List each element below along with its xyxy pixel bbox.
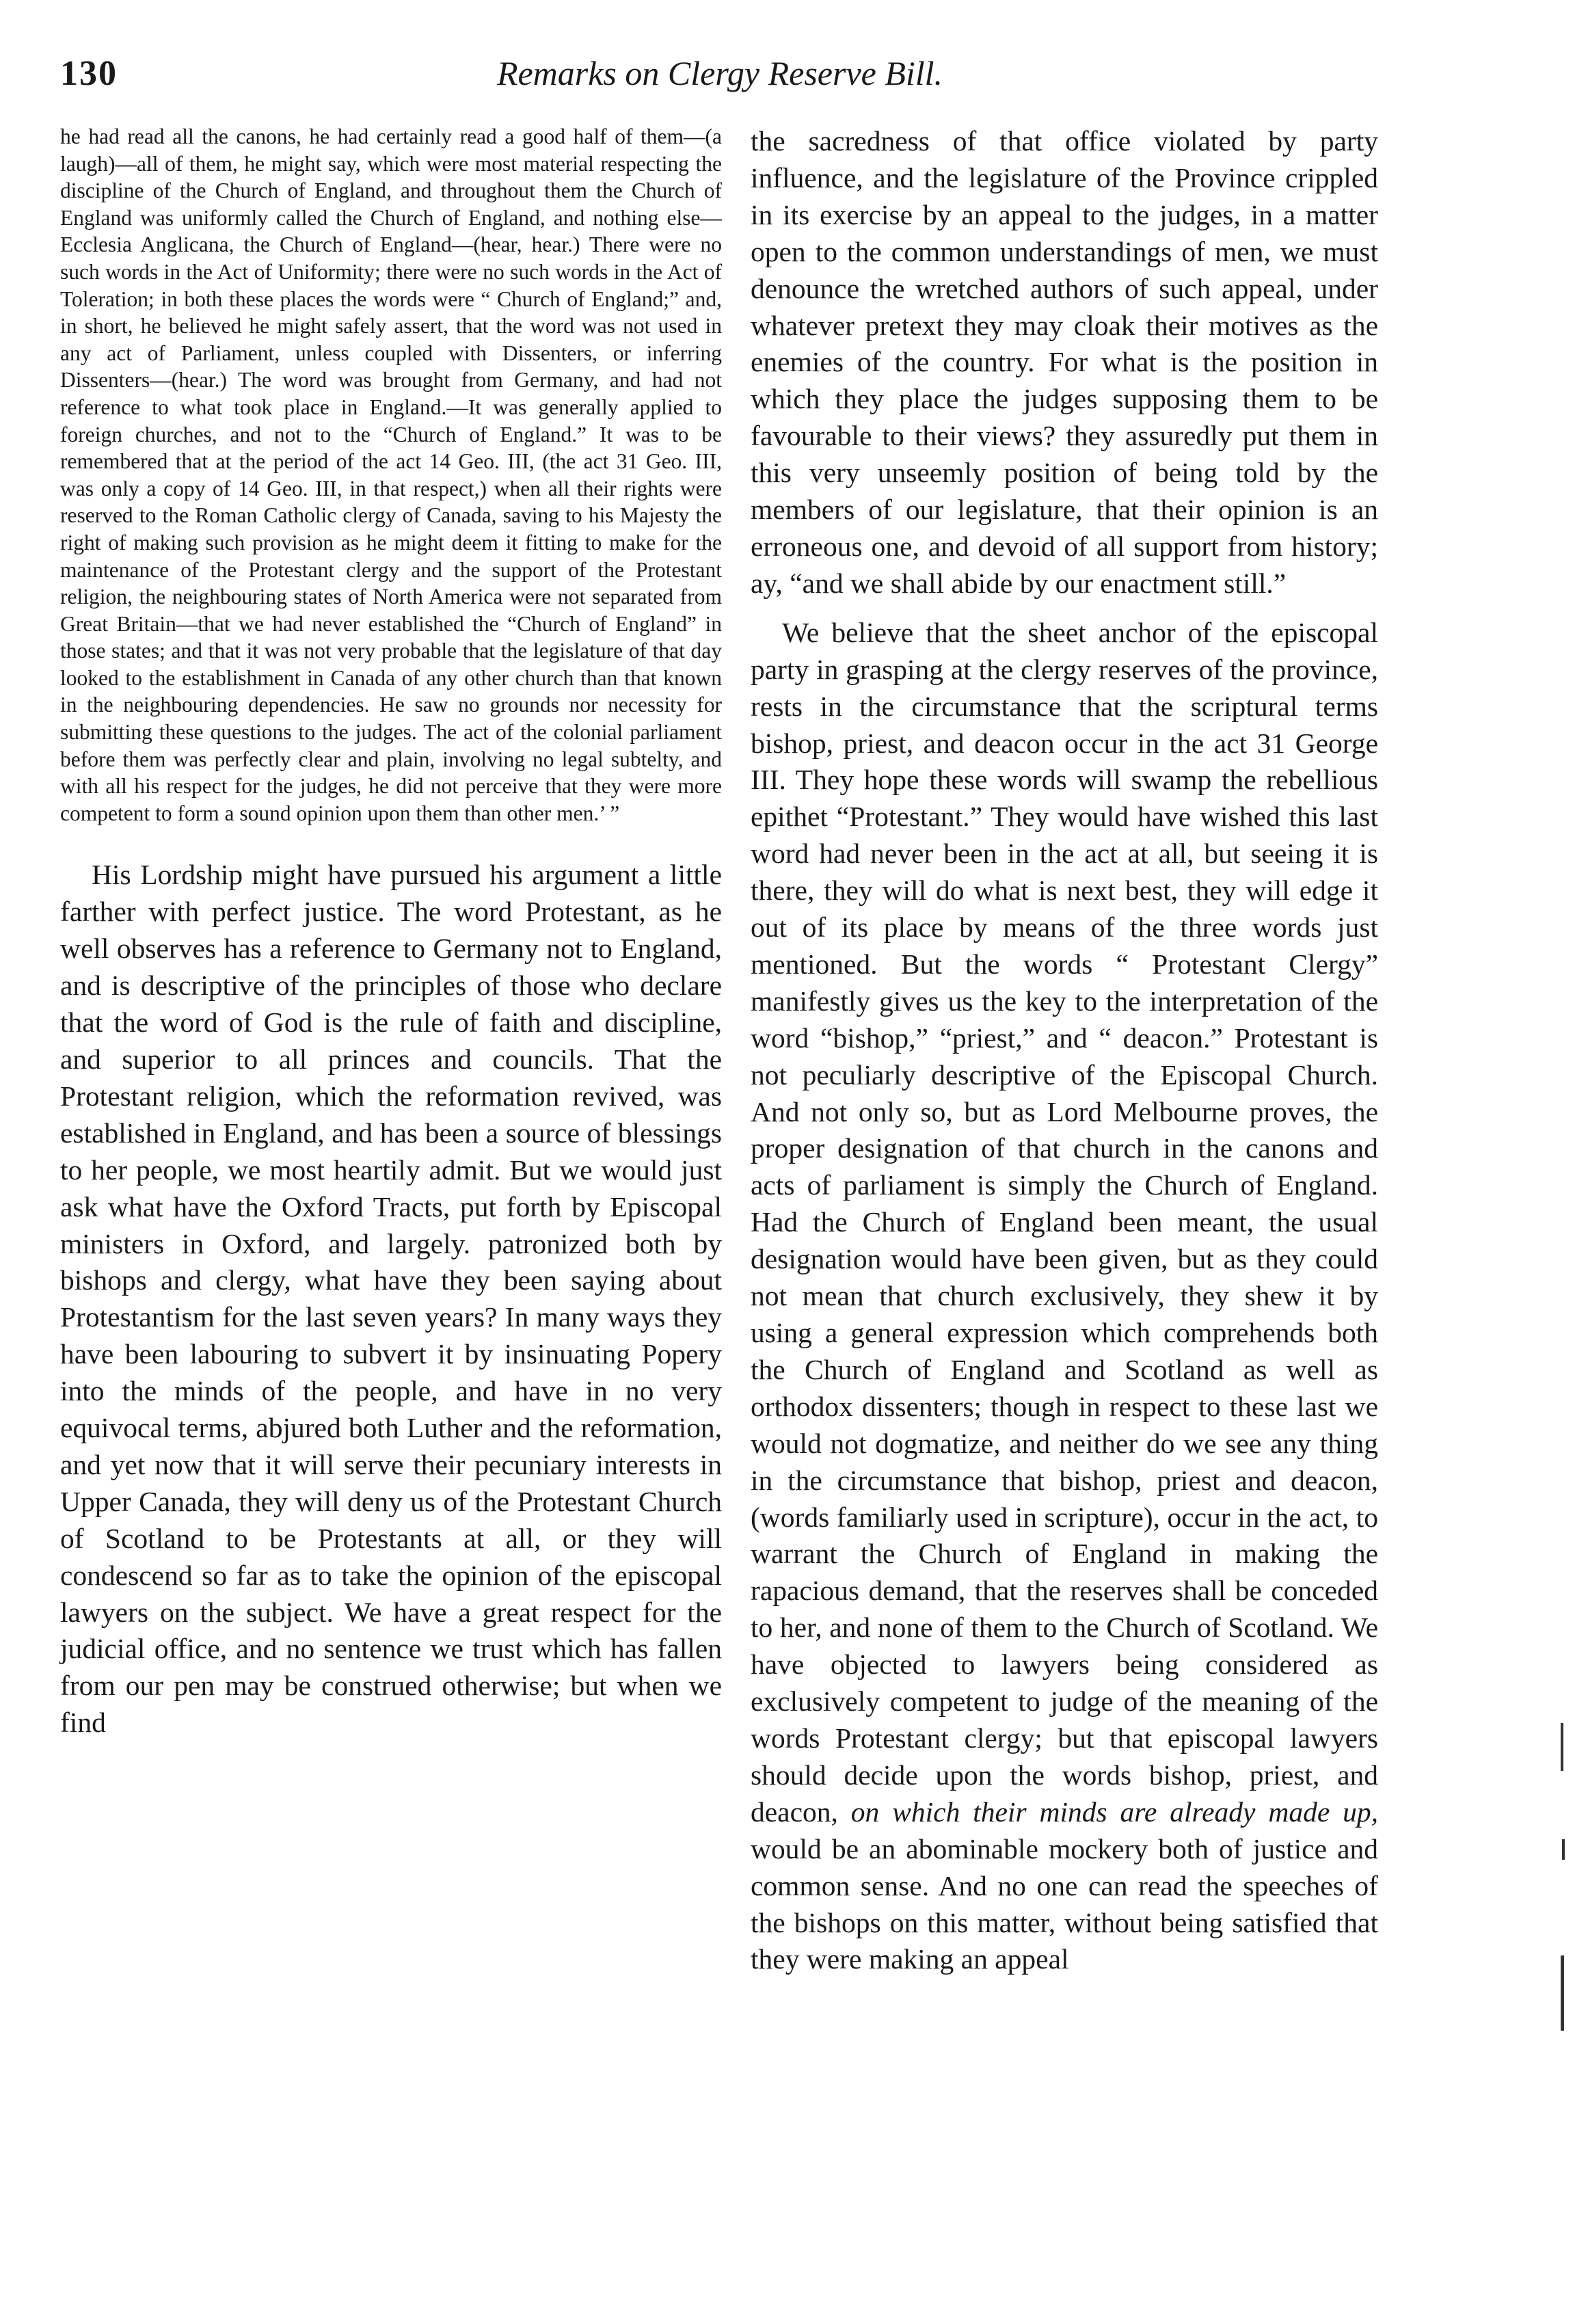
quoted-speech: he had read all the canons, he had certainly read a good half of them—(a laugh)—all of them, he might say, which were most material respecting the discipline of the Church of England, and throughout them the Church of England was uniformly called the Church of England, and nothing else—Ecclesia Anglicana, the Church of England—(hear, hear.) There were no such words in the Act of Uniformity; there were no such words in the Act of Toleration; in both these places the words were “ Church of England;” and, in short, he believed he might safely assert, that the word was not used in any act of Parliament, unless coupled with Dissenters, or inferring Dissenters—(hear.) The word was brought from Germany, and had not reference to what took place in England.—It was generally applied to foreign churches, and not to the “Church of England.” It was to be remembered that at the period of the act 14 Geo. III, (the act 31 Geo. III, was only a copy of 14 Geo. III, in that respect,) when all their rights were reserved to the Roman Catholic clergy of Canada, saving to his Majesty the right of making such provision as he might deem it fitting to make for the maintenance of the Protestant clergy and the support of the Protestant religion, the neighbouring states of North America were not separated from Great Britain—that we had never established the “Church of England” in those states; and that it was not very probable that the legislature of that day looked to the establishment in Canada of any other church than that known in the neighbouring dependencies. He saw no grounds nor necessity for submitting these questions to the judges. The act of the colonial parliament before them was perfectly clear and plain, involving no legal subtelty, and with all his respect for the judges, he did not perceive that they were more competent to form a sound opinion upon them than other men.’ ” <box>60 124 722 825</box>
margin-scan-marks <box>1554 1709 1574 2188</box>
scan-mark <box>1561 1955 1564 2031</box>
paragraph-text-end: would be an abominable mockery both of justice and common sense. And no one can read the speeches of the bishops on this matter, without being satisfied that they were making an appeal <box>751 1832 1378 1975</box>
page-header <box>60 53 1380 101</box>
body-paragraph: His Lordship might have pursued his argument a little farther with perfect justice. The word Protestant, as he well observes has a reference to Germany not to England, and is descriptive of the principles of those who declare that the word of God is the rule of faith and discipline, and superior to all princes and councils. That the Protestant religion, which the reformation revived, was established in England, and has been a source of blessings to her people, we most heartily admit. But we would just ask what have the Oxford Tracts, put forth by Episcopal ministers in Oxford, and largely. patronized both by bishops and clergy, what have they been saying about Protestantism for the last seven years? In many ways they have been labouring to subvert it by insinuating Popery into the minds of the people, and have in no very equivocal terms, abjured both Luther and the reformation, and yet now that it will serve their pecuniary interests in Upper Canada, they will deny us of the Protestant Church of Scotland to be Protestants at all, or they will condescend so far as to take the opinion of the episcopal lawyers on the subject. We have a great respect for the judicial office, and no sentence we trust which has fallen from our pen may be construed otherwise; but when we find <box>60 859 722 1739</box>
body-paragraph-continued: the sacredness of that office violated by party influence, and the legislature of the Province crippled in its exercise by an appeal to the judges, in a matter open to the common understandings of men, we must denounce the wretched authors of such appeal, under whatever pretext they may cloak their motives as the enemies of the country. For what is the position in which they place the judges supposing them to be favourable to their views? they assuredly put them in this very unseemly position of being told by the members of our legislature, that their opinion is an erroneous one, and devoid of all support from history; ay, “and we shall abide by our enactment still.” <box>751 125 1378 599</box>
italic-phrase: on which their minds are already made up, <box>850 1795 1379 1828</box>
scan-mark <box>1561 1723 1563 1771</box>
page-number: 130 <box>60 54 118 93</box>
body-paragraph-second <box>751 615 1378 1979</box>
right-column <box>751 123 1378 1978</box>
left-column <box>60 123 722 1741</box>
running-title: Remarks on Clergy Reserve Bill. <box>496 54 943 92</box>
scan-mark <box>1562 1839 1565 1860</box>
paragraph-text-start: We believe that the sheet anchor of the episcopal party in grasping at the clergy reserves of the province, rests in the circumstance that the scriptural terms bishop, priest, and deacon occur in the act 31 George III. They hope these words will swamp the rebellious epithet “Protestant.” They would have wished this last word had never been in the act at all, but seeing it is there, they will do what is next best, they will edge it out of its place by means of the three words just mentioned. But the words “ Protestant Clergy” manifestly gives us the key to the interpretation of the word “bishop,” “priest,” and “ deacon.” Protestant is not peculiarly descriptive of the Episcopal Church. And not only so, but as Lord Melbourne proves, the proper designation of that church in the canons and acts of parliament is simply the Church of England. Had the Church of England been meant, the usual designation would have been given, but as they could not mean that church exclusively, they shew it by using a general expression which comprehends both the Church of England and Scotland as well as orthodox dissenters; though in respect to these last we would not dogmatize, and neither do we see any thing in the circumstance that bishop, priest and deacon, (words familiarly used in scripture), occur in the act, to warrant the Church of England in making the rapacious demand, that the reserves shall be conceded to her, and none of them to the Church of Scotland. We have objected to lawyers being considered as exclusively competent to judge of the meaning of the words Protestant clergy; but that episcopal lawyers should decide upon the words bishop, priest, and deacon, <box>751 616 1378 1828</box>
